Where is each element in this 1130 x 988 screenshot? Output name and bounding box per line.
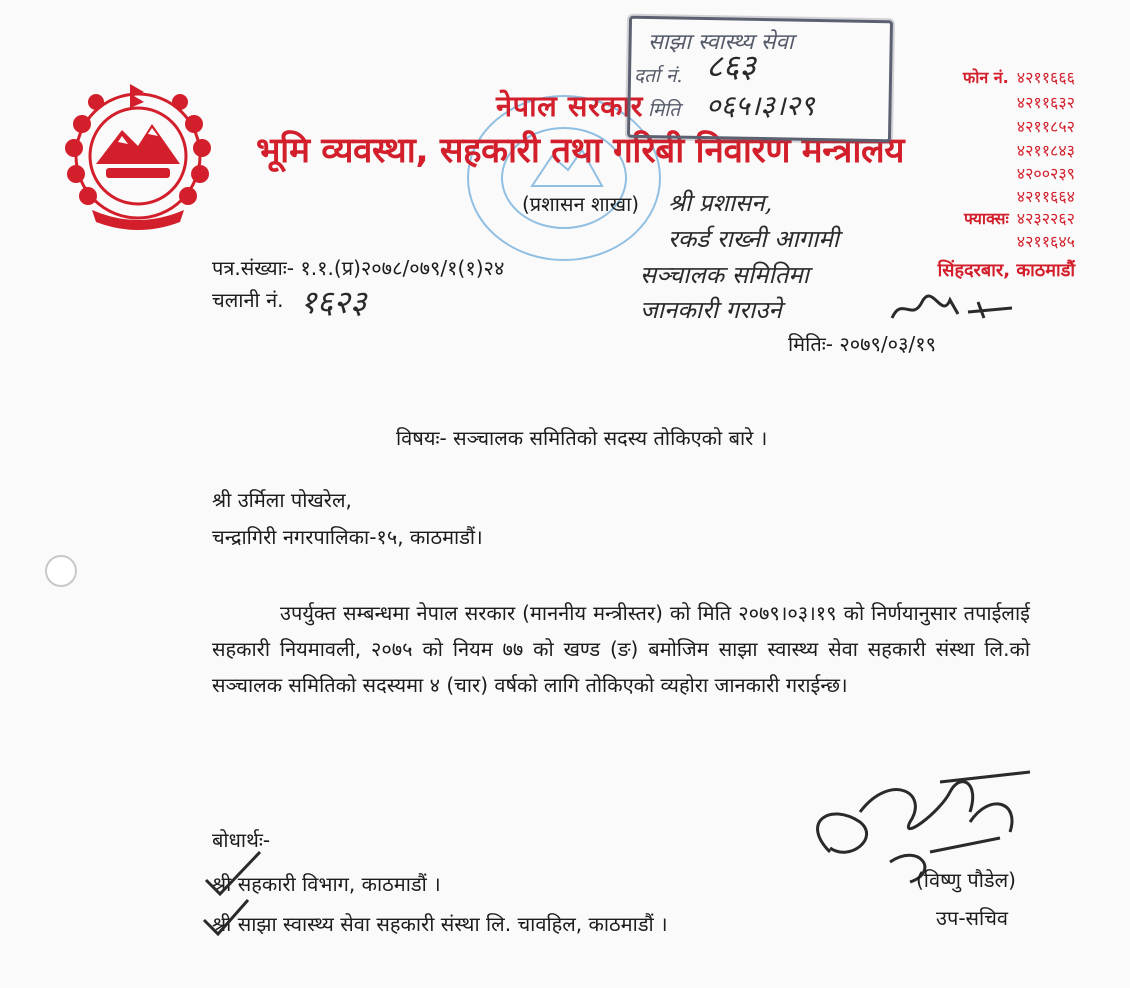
phone-number: ४२००२३९	[1016, 164, 1075, 183]
cc-item: श्री साझा स्वास्थ्य सेवा सहकारी संस्था लि. चावहिल, काठमाडौं ।	[212, 912, 668, 936]
signatory-title: उप-सचिव	[936, 906, 1009, 930]
fax-row	[964, 207, 1075, 229]
fax-row	[1017, 230, 1075, 252]
phone-number: ४२११८५२	[1016, 117, 1075, 136]
handwritten-note-line: सञ्चालक समितिमा	[640, 261, 809, 289]
phone-number: ४२११६६६	[1016, 68, 1075, 87]
phone-row	[1017, 185, 1075, 207]
tick-mark-icon	[198, 846, 268, 936]
handwritten-note-line: श्री प्रशासन,	[668, 189, 773, 217]
phone-row	[1017, 115, 1075, 137]
stamp-date-label: मिति	[648, 99, 681, 121]
phone-row	[1017, 162, 1075, 184]
dispatch-label: चलानी नं.	[212, 288, 284, 312]
phone-label: फोन नं.	[962, 68, 1009, 87]
initial-scribble-icon	[888, 292, 1018, 326]
addressee-address: चन्द्रागिरी नगरपालिका-१५, काठमाडौं।	[212, 525, 483, 549]
stamp-darta-label: दर्ता नं.	[634, 65, 683, 87]
ministry-name: भूमि व्यवस्था, सहकारी तथा गरिबी निवारण मन्त्रालय	[256, 131, 905, 171]
phone-number: ४२११६३२	[1016, 93, 1075, 112]
signatory-name: (विष्णु पौडेल)	[916, 868, 1016, 892]
nepal-emblem-icon	[52, 72, 224, 240]
handwritten-note-line: जानकारी गराउने	[640, 296, 782, 324]
phone-row	[963, 66, 1075, 88]
letter-date: मितिः- २०७९/०३/१९	[788, 332, 937, 356]
phone-row	[1017, 91, 1075, 113]
fax-label: फ्याक्सः	[964, 209, 1009, 228]
phone-number: ४२११६६४	[1016, 187, 1075, 206]
section-name: (प्रशासन शाखा)	[522, 192, 640, 216]
stamp-date-value: ०६५।३।२९	[706, 89, 815, 122]
cc-label: बोधार्थः-	[212, 828, 271, 852]
phone-number: ४२११८४३	[1016, 141, 1075, 160]
phone-row	[1017, 139, 1075, 161]
fax-number: ४२११६४५	[1016, 232, 1075, 251]
government-title: नेपाल सरकार	[496, 89, 643, 123]
body-paragraph: उपर्युक्त सम्बन्धमा नेपाल सरकार (माननीय मन्त्रीस्तर) को मिति २०७९।०३।१९ को निर्णयानुसार तपाईलाई सहकारी नियमावली, २०७५ को नियम ७७ को खण्ड (ङ) बमोजिम साझा स्वास्थ्य सेवा सहकारी संस्था लि.को सञ्चालक समितिको सदस्यमा ४ (चार) वर्षको लागि तोकिएको व्यहोरा जानकारी गराईन्छ।	[212, 601, 1030, 697]
fax-number: ४२३२२६२	[1016, 209, 1075, 228]
dispatch-number: १६२३	[300, 283, 367, 321]
addressee-name: श्री उर्मिला पोखरेल,	[212, 488, 352, 512]
office-address: सिंहदरबार, काठमाडौं	[937, 260, 1075, 281]
stamp-title: साझा स्वास्थ्य सेवा	[648, 30, 794, 55]
punch-hole	[45, 555, 77, 587]
stamp-darta-number: ८६३	[706, 47, 756, 85]
reference-number: पत्र.संख्याः- १.१.(प्र)२०७८/०७९/१(१)२४	[212, 256, 505, 280]
handwritten-note-line: रकर्ड राख्नी आगामी	[668, 225, 839, 253]
cc-item: श्री सहकारी विभाग, काठमाडौं ।	[212, 872, 441, 896]
subject-line: विषयः- सञ्चालक समितिको सदस्य तोकिएको बारे ।	[396, 426, 768, 450]
